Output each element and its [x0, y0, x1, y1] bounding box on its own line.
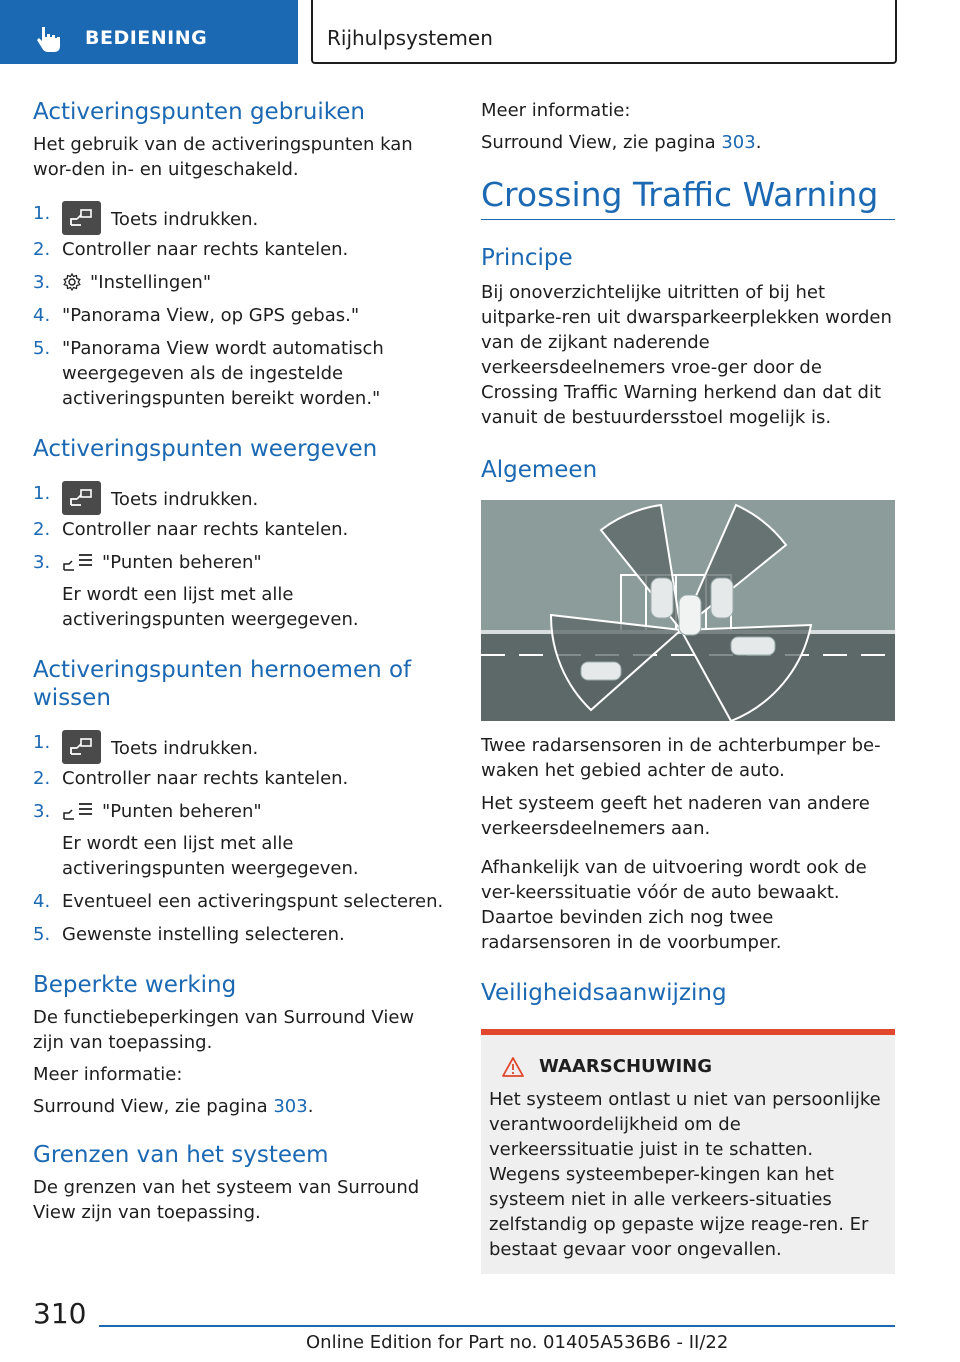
chapter-title: Crossing Traffic Warning: [481, 175, 895, 220]
warning-header: [502, 1055, 887, 1079]
cross-reference: Surround View, zie pagina 303.: [33, 1096, 314, 1117]
manage-points-icon: [62, 552, 94, 572]
list-item: 5. "Panorama View wordt automatisch weergegeven als de ingestelde activeringspunten bereikt worden.": [33, 338, 384, 409]
list-item: 1. Toets indrukken.: [33, 201, 449, 233]
warning-triangle-icon: [502, 1057, 524, 1077]
map-button-icon: [62, 730, 101, 764]
radar-illustration: [481, 500, 895, 721]
section-title-system-limits: Grenzen van het systeem: [33, 1142, 329, 1168]
right-column: Meer informatie: Surround View, zie pagina 303. Crossing Traffic Warning Principe Bij onoverzichtelijke uitritten of bij het uitparke-ren uit dwarsparkeerplekken worden van de zijkant naderende verkeersdeelnemers vroe-ger door de Crossing Traffic Warning herkend dan dat dit vanuit de bestuurdersstoel mogelijk is. Algemeen Twee radarsensoren in de achterbumper be-waken het gebied achter de auto. Het systeem geeft het naderen van andere verkeersdeelnemers aan. Afhankelijk van de uitvoering wordt ook de ver-keerssituatie vóór de auto bewaakt. Daartoe bevinden zich nog twee radarsensoren in de voorbumper. Veiligheidsaanwijzing WAARSCHUWING Het systeem ontlast u niet van persoonlijke verantwoordelijkheid om de verkeerssituatie juist in te schatten. Wegens systeembeper-kingen kan het systeem niet in alle verkeers-situaties zelfstandig op gepaste wijze reage-ren. Er bestaat gevaar voor ongevallen.: [481, 98, 895, 1274]
list-item: 4. "Panorama View, op GPS gebas.": [33, 305, 360, 326]
warning-title: WAARSCHUWING: [539, 1056, 713, 1077]
map-button-icon: [62, 201, 101, 235]
section-title-rename-points: Activeringspunten hernoemen of wissen: [33, 657, 412, 711]
section-title-use-points: Activeringspunten gebruiken: [33, 99, 365, 125]
footer-divider: [99, 1325, 895, 1327]
chapter-header: [311, 0, 897, 64]
section-title-general: Algemeen: [481, 457, 598, 483]
list-item: 1. Toets indrukken.: [33, 481, 449, 513]
section-label: BEDIENING: [85, 27, 208, 49]
list-item: 5. Gewenste instelling selecteren.: [33, 924, 345, 945]
gear-icon: [62, 272, 82, 292]
section-intro-use-points: Het gebruik van de activeringspunten kan wor-den in- en uitgeschakeld.: [33, 134, 413, 180]
steps-rename-points: [33, 730, 449, 947]
page-link[interactable]: 303: [721, 132, 756, 153]
section-tab: [0, 0, 298, 64]
list-item: 3. "Punten beheren" Er wordt een lijst met alle activeringspunten weergegeven.: [33, 552, 359, 630]
warning-text: Het systeem ontlast u niet van persoonlijke verantwoordelijkheid om de verkeerssituatie juist in te schatten. Wegens systeembeper-kingen kan het systeem niet in alle verkeers-situaties zelfstandig op gepaste wijze reage-ren. Er bestaat gevaar voor ongevallen.: [489, 1089, 881, 1260]
steps-use-points: [33, 201, 449, 411]
map-button-icon: [62, 481, 101, 515]
left-column: Activeringspunten gebruiken Het gebruik van de activeringspunten kan wor-den in- en uitgeschakeld. 1. Toets indrukken. 2. Controller naar rechts kantelen. 3. "Instellingen" 4. "Panorama View, op GPS gebas." 5. "Panorama View wordt automatisch weergegeven als de ingestelde activeringspunten bereikt worden." Activeringspunten weergeven 1. Toets indrukken. 2. Controller naar rechts kantelen. 3. "Punten beheren" Er wordt een lijst met alle activeringspunten weergegeven. Activeringspunten hernoemen of wissen 1. Toets indrukken. 2. Controller naar rechts kantelen. 3. "Punten beheren" Er wordt een lijst met alle activeringspunten weergegeven. 4. Eventueel een activeringspunt selecteren. 5. Gewenste instelling selecteren. Beperkte werking De functiebeperkingen van Surround View zijn van toepassing. Meer informatie: Surround View, zie pagina 303. Grenzen van het systeem De grenzen van het systeem van Surround View zijn van toepassing.: [33, 98, 449, 1225]
warning-box: [481, 1029, 895, 1274]
list-item: 1. Toets indrukken.: [33, 730, 449, 762]
page-number: 310: [33, 1297, 87, 1330]
section-title-principle: Principe: [481, 245, 573, 271]
list-item: 2. Controller naar rechts kantelen.: [33, 239, 349, 260]
section-title-limited-function: Beperkte werking: [33, 972, 237, 998]
hand-pointer-icon: [34, 24, 64, 54]
list-item: 2. Controller naar rechts kantelen.: [33, 519, 349, 540]
list-item: 3. "Instellingen": [33, 272, 212, 293]
steps-show-points: [33, 481, 449, 632]
page-link[interactable]: 303: [273, 1096, 308, 1117]
list-item: 4. Eventueel een activeringspunt selecteren.: [33, 891, 444, 912]
section-title-safety: Veiligheidsaanwijzing: [481, 980, 727, 1006]
manage-points-icon: [62, 801, 94, 821]
list-item: 2. Controller naar rechts kantelen.: [33, 768, 349, 789]
section-title-show-points: Activeringspunten weergeven: [33, 436, 378, 462]
cross-reference: Surround View, zie pagina 303.: [481, 132, 762, 153]
edition-footer: Online Edition for Part no. 01405A536B6 - II/22: [306, 1332, 729, 1353]
list-item: 3. "Punten beheren" Er wordt een lijst met alle activeringspunten weergegeven.: [33, 801, 359, 879]
chapter-label: Rijhulpsystemen: [327, 26, 493, 50]
